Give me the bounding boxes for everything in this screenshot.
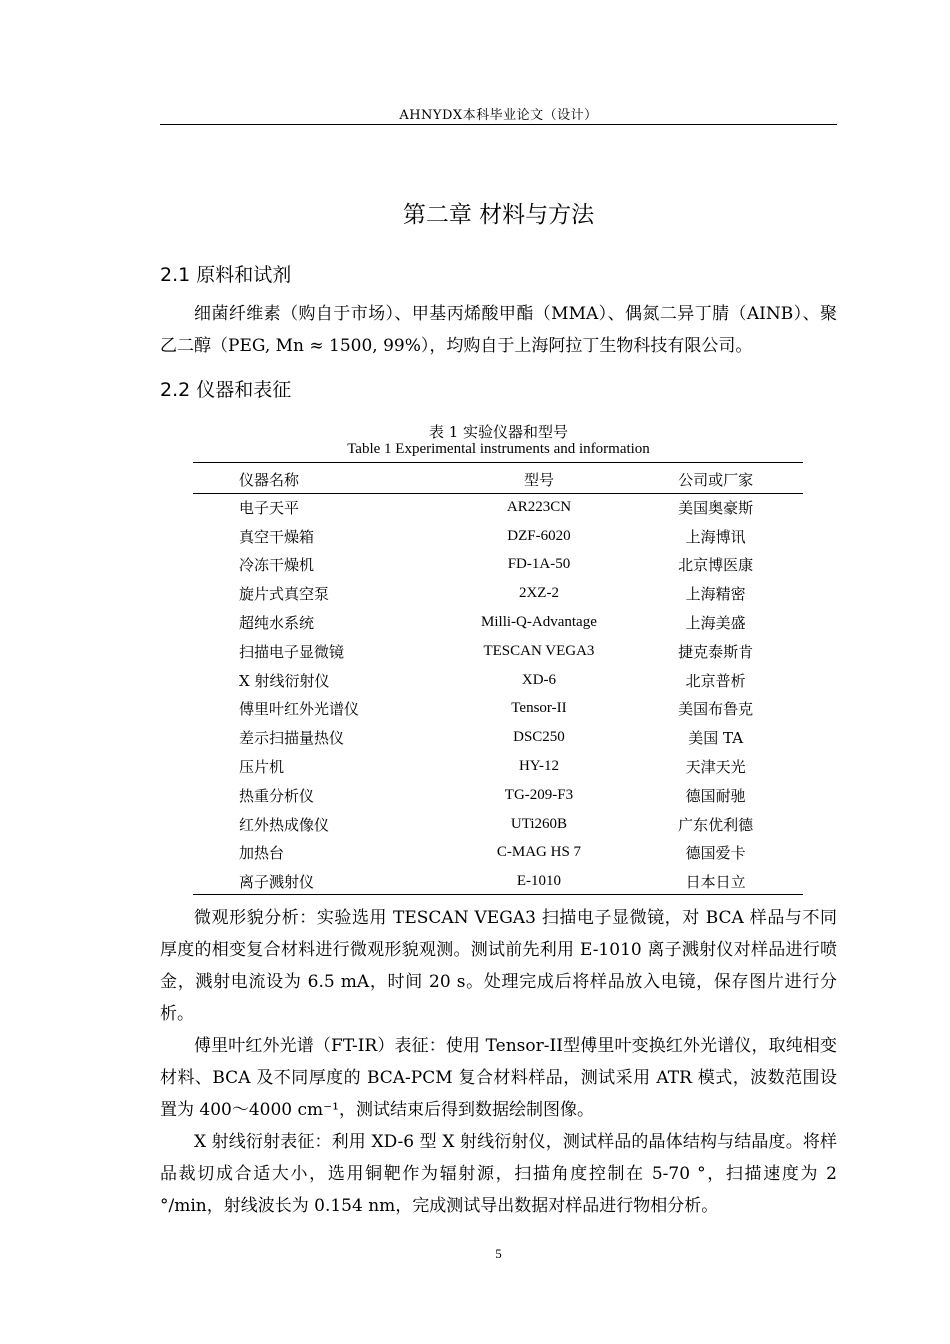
header-model: 型号 xyxy=(523,471,554,489)
instrument-name-cell: 差示扫描量热仪 xyxy=(239,729,345,748)
table-row xyxy=(193,695,803,724)
table-row xyxy=(193,839,803,868)
model-cell: AR223CN xyxy=(506,498,572,515)
manufacturer-cell: 上海精密 xyxy=(685,585,746,604)
manufacturer-cell: 天津天光 xyxy=(685,758,746,777)
table-row xyxy=(193,579,803,608)
instrument-name-cell: 加热台 xyxy=(239,844,285,863)
table-header-row xyxy=(193,466,803,493)
model-cell: E-1010 xyxy=(516,873,562,890)
ftir-paragraph: 傅里叶红外光谱（FT-IR）表征：使用 Tensor-II型傅里叶变换红外光谱仪，取纯相变材料、BCA 及不同厚度的 BCA-PCM 复合材料样品，测试采用 ATR 模式，波数范围设置为 400～4000 cm⁻¹，测试结束后得到数据绘制图像。 xyxy=(160,1036,837,1120)
instrument-name-cell: 离子溅射仪 xyxy=(239,873,315,892)
instrument-name-cell: 电子天平 xyxy=(239,498,300,517)
table-row xyxy=(193,522,803,551)
sem-paragraph: 微观形貌分析：实验选用 TESCAN VEGA3 扫描电子显微镜，对 BCA 样品与不同厚度的相变复合材料进行微观形貌观测。测试前先利用 E-1010 离子溅射仪对样品进行喷金，溅射电流设为 6.5 mA，时间 20 s。处理完成后将样品放入电镜，保存图片进行分析。 xyxy=(160,908,837,1024)
model-cell: Milli-Q-Advantage xyxy=(481,614,597,631)
instrument-name-cell: 傅里叶红外光谱仪 xyxy=(239,700,360,719)
manufacturer-cell: 北京普析 xyxy=(685,671,746,690)
page-number: 5 xyxy=(495,1246,502,1261)
header-instrument-name: 仪器名称 xyxy=(239,471,300,489)
table-row xyxy=(193,666,803,695)
table-caption-en: Table 1 Experimental instruments and information xyxy=(347,441,650,457)
instrument-name-cell: 真空干燥箱 xyxy=(239,527,315,546)
manufacturer-cell: 德国耐驰 xyxy=(685,786,746,805)
instrument-name-cell: 扫描电子显微镜 xyxy=(239,642,345,661)
header-rule xyxy=(160,124,837,125)
instrument-name-cell: 红外热成像仪 xyxy=(239,815,330,834)
model-cell: TG-209-F3 xyxy=(504,786,574,803)
instrument-name-cell: 冷冻干燥机 xyxy=(239,556,315,575)
model-cell: C-MAG HS 7 xyxy=(496,844,582,861)
manufacturer-cell: 美国布鲁克 xyxy=(678,700,754,719)
table-row xyxy=(193,723,803,752)
instrument-table xyxy=(193,466,803,896)
manufacturer-cell: 上海美盛 xyxy=(685,614,746,633)
instrument-name-cell: X 射线衍射仪 xyxy=(239,671,330,690)
table-row xyxy=(193,810,803,839)
manufacturer-cell: 北京博医康 xyxy=(678,556,754,575)
instrument-name-cell: 旋片式真空泵 xyxy=(239,585,330,604)
table-top-rule xyxy=(193,462,803,463)
model-cell: DSC250 xyxy=(513,729,565,746)
manufacturer-cell: 美国 TA xyxy=(688,729,744,748)
model-cell: TESCAN VEGA3 xyxy=(483,642,595,659)
manufacturer-cell: 上海博讯 xyxy=(685,527,746,546)
model-cell: HY-12 xyxy=(518,758,559,775)
manufacturer-cell: 日本日立 xyxy=(685,873,746,892)
table-row xyxy=(193,752,803,781)
section-heading-2-1: 2.1 原料和试剂 xyxy=(160,264,292,286)
table-row xyxy=(193,867,803,896)
header-manufacturer: 公司或厂家 xyxy=(678,471,754,489)
table-row xyxy=(193,608,803,637)
running-header: AHNYDX本科毕业论文（设计） xyxy=(399,108,598,123)
table-caption-cn: 表 1 实验仪器和型号 xyxy=(428,423,569,441)
model-cell: FD-1A-50 xyxy=(507,556,571,573)
manufacturer-cell: 捷克泰斯肯 xyxy=(678,642,754,661)
table-row xyxy=(193,551,803,580)
model-cell: UTi260B xyxy=(510,815,568,832)
model-cell: XD-6 xyxy=(521,671,557,688)
instrument-name-cell: 压片机 xyxy=(239,758,285,777)
model-cell: Tensor-II xyxy=(511,700,567,717)
materials-paragraph: 细菌纤维素（购自于市场）、甲基丙烯酸甲酯（MMA）、偶氮二异丁腈（AINB）、聚乙二醇（PEG, Mn ≈ 1500, 99%），均购自于上海阿拉丁生物科技有限公司。 xyxy=(160,304,837,356)
instrument-name-cell: 超纯水系统 xyxy=(239,614,315,633)
table-row xyxy=(193,781,803,810)
manufacturer-cell: 德国爱卡 xyxy=(685,844,746,863)
model-cell: 2XZ-2 xyxy=(518,585,559,602)
table-row xyxy=(193,493,803,522)
table-body xyxy=(193,493,803,896)
chapter-title: 第二章 材料与方法 xyxy=(402,202,595,228)
model-cell: DZF-6020 xyxy=(507,527,571,544)
section-heading-2-2: 2.2 仪器和表征 xyxy=(160,379,292,401)
xrd-paragraph: X 射线衍射表征：利用 XD-6 型 X 射线衍射仪，测试样品的晶体结构与结晶度。将样品裁切成合适大小，选用铜靶作为辐射源，扫描角度控制在 5-70 °，扫描速度为 2 °/min，射线波长为 0.154 nm，完成测试导出数据对样品进行物相分析。 xyxy=(160,1132,837,1216)
manufacturer-cell: 美国奥豪斯 xyxy=(678,498,754,517)
instrument-name-cell: 热重分析仪 xyxy=(239,786,315,805)
manufacturer-cell: 广东优利德 xyxy=(678,815,754,834)
table-row xyxy=(193,637,803,666)
